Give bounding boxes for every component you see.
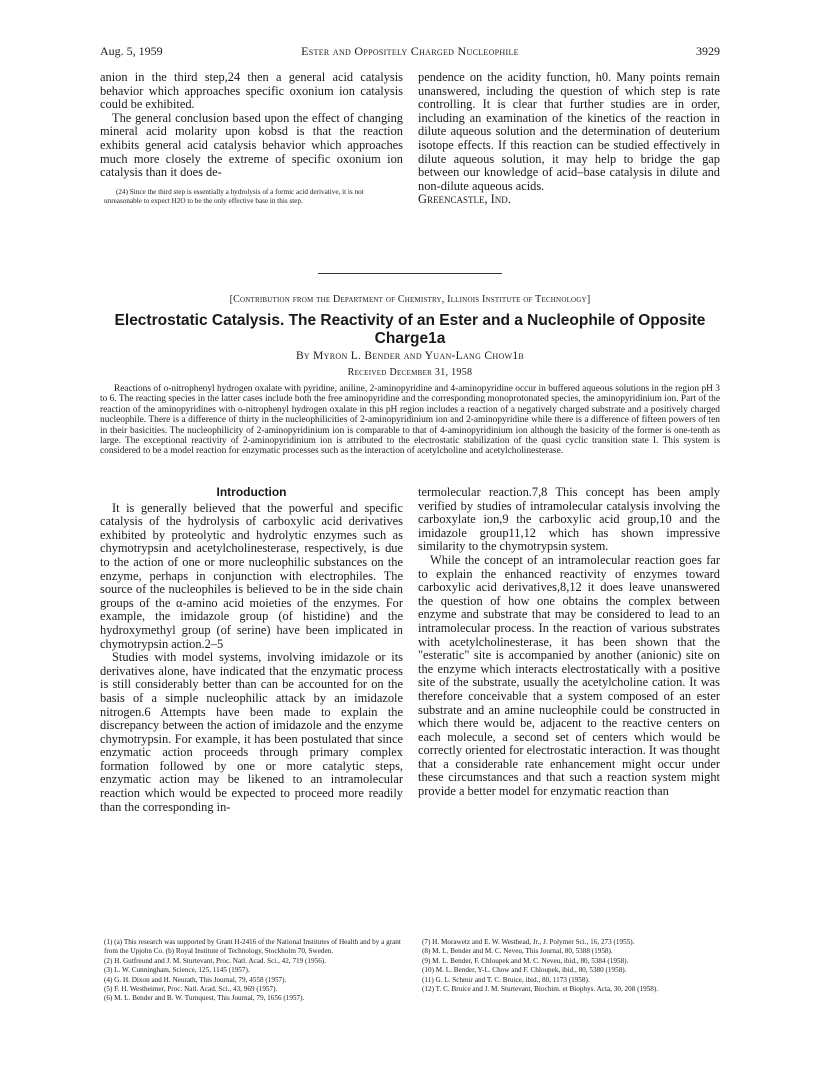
footnote: (8) M. L. Bender and M. C. Neveu, This Journal, 80, 5388 (1958). xyxy=(422,947,613,956)
footnote: (1) (a) This research was supported by Grant H-2416 of the National Institutes of Health and by a grant from the Upjohn Co. (b) Royal Institute of Technology, Stockholm 70, Sweden. xyxy=(104,938,401,956)
footnote: (5) F. H. Westheimer, Proc. Natl. Acad. Sci., 43, 969 (1957). xyxy=(104,985,278,994)
paragraph: While the concept of an intramolecular reaction goes far to explain the enhanced reactivity of enzymes toward carboxylic acid derivatives,8,12 it does leave unanswered the question of how one obtains the complex between enzyme and substrate that may be considered to lead to an intramolecular process. In the reaction of various substrates with acetylcholinesterase, it has been shown that the "esteratic" site is accompanied by another (anionic) site on the enzyme which interacts electrostatically with a positive site of the substrate, usually the acetylcholine cation. It was therefore conceivable that a system composed of an ester substrate and an amine nucleophile could be constructed in which there would be, adjacent to the reactive centers on each molecule, a second set of centers which would be correctly oriented for electrostatic interaction. It was thought that a considerable rate enhancement might occur under these circumstances and that such a reaction system might provide a better model for enzymatic reaction than xyxy=(418,552,720,799)
left-footnotes xyxy=(100,938,403,1004)
footnote: (24) Since the third step is essentially a hydrolysis of a formic acid derivative, it is not unreasonable to expect H2O to be the only effective base in this step. xyxy=(104,187,364,206)
footnote: (2) H. Gutfreund and J. M. Sturtevant, Proc. Natl. Acad. Sci., 42, 719 (1956). xyxy=(104,956,326,965)
received-date: Received December 31, 1958 xyxy=(347,367,473,378)
footnote: (4) G. H. Dixon and H. Neurath, This Journal, 79, 4558 (1957). xyxy=(104,975,287,984)
paragraph: anion in the third step,24 then a general acid catalysis behavior which approaches specific oxonium ion catalysis could be exhibited. xyxy=(100,70,403,112)
footnote: (6) M. L. Bender and B. W. Turnquest, This Journal, 79, 1656 (1957). xyxy=(104,994,305,1003)
footnote: (11) G. L. Schmir and T. C. Bruice, ibid., 80, 1173 (1958). xyxy=(422,975,590,984)
separator-rule xyxy=(318,273,502,274)
paragraph: termolecular reaction.7,8 This concept has been amply verified by studies of intramolecular catalysis involving the carboxylate ion,9 the carboxylic acid group,10 and the imidazole group11,12 which has shown impressive similarity to the chymotrypsin system. xyxy=(418,485,720,554)
abstract: Reactions of o-nitrophenyl hydrogen oxalate with pyridine, aniline, 2-aminopyridine and 4-aminopyridine occur in buffered aqueous solutions in the region pH 3 to 6. The reacting species in the latter cases include both the free aminopyridine and the corresponding monoprotonated species, the aminopyridinium ion. Part of the reaction of the aminopyridines with o-nitrophenyl hydrogen oxalate in this pH region includes a reaction of a negatively charged substrate and a positively charged nucleophile. There is a difference of thirty in the nucleophilicities of 2-aminopyridinium ion and 2-aminopyridine while there is a difference of fifteen powers of ten in their basicities. The nucleophilicity of 2-aminopyridinium ion is comparable to that of 4-aminopyridinium ion although the basicity of the former is one-tenth as large. The exceptional reactivity of 2-aminopyridinium ion is attributed to the electrostatic stabilization of the quasi cyclic transition state I. This system is considered to be a model reaction for enzymatic processes such as the interaction of acetylcholine and acetylcholinesterase. xyxy=(100,384,720,457)
footnote: (12) T. C. Bruice and J. M. Sturtevant, Biochim. et Biophys. Acta, 30, 208 (1958). xyxy=(422,985,659,994)
footnote-24 xyxy=(100,188,403,207)
right-footnotes xyxy=(418,938,720,994)
affiliation: [Contribution from the Department of Chemistry, Illinois Institute of Technology] xyxy=(229,294,591,305)
article-title: Electrostatic Catalysis. The Reactivity of an Ester and a Nucleophile of Opposite Charge1a xyxy=(114,312,706,347)
paragraph: Studies with model systems, involving imidazole or its derivatives alone, have indicated that the enzymatic process is still considerably better than can be accounted for on the basis of a simple nucleophilic attack by an imidazole nitrogen.6 Attempts have been made to explain the discrepancy between the action of imidazole and the enzyme chymotrypsin. For example, it has been postulated that since enzymatic action proceeds through primary complex formation followed by one or more catalytic steps, enzymatic action may be likened to an intramolecular reaction which would be expected to proceed more readily than the corresponding in- xyxy=(100,650,403,814)
paragraph: It is generally believed that the powerful and specific catalysis of the hydrolysis of carboxylic acid derivatives exhibited by proteolytic and hydrolytic enzymes such as chymotrypsin and acetylcholinesterase, respectively, is due to the action of one or more nucleophilic substances on the enzyme, perhaps in conjunction with electrophiles. The source of the nucleophiles is believed to be in the side chain groups of the α-amino acid moieties of the enzymes. For example, the imidazole group (of histidine) and the hydroxymethyl group (of serine) have been implicated in chymotrypsin action.2–5 xyxy=(100,500,403,651)
paragraph: pendence on the acidity function, h0. Many points remain unanswered, including the question of which step is rate controlling. It is clear that further studies are in order, including an examination of the kinetics of the reaction in dilute aqueous solution and the determination of deuterium isotope effects. If this reaction can be studied effectively in dilute aqueous solution, it may help to bridge the gap between our knowledge of acid–base catalysis in dilute and non-dilute aqueous acids. xyxy=(418,70,720,193)
footnote: (9) M. L. Bender, F. Chloupek and M. C. Neveu, ibid., 80, 5384 (1958). xyxy=(422,956,629,965)
top-left-column xyxy=(100,71,403,207)
left-body-column xyxy=(100,486,403,814)
footnote: (10) M. L. Bender, Y-L. Chow and F. Chloupek, ibid., 80, 5380 (1958). xyxy=(422,966,627,975)
footnote: (3) L. W. Cunningham, Science, 125, 1145 (1957). xyxy=(104,966,250,975)
right-body-column xyxy=(418,486,720,799)
issue-date: Aug. 5, 1959 xyxy=(100,44,163,58)
authors: By Myron L. Bender and Yuan-Lang Chow1b xyxy=(295,350,525,362)
section-heading: Introduction xyxy=(216,485,287,499)
footnote: (7) H. Morawetz and E. W. Westhead, Jr., J. Polymer Sci., 16, 273 (1955). xyxy=(422,938,635,946)
running-header xyxy=(100,44,720,60)
paragraph: The general conclusion based upon the effect of changing mineral acid molarity upon kobsd is that the reaction exhibits general acid catalysis behavior which approaches much more closely the extreme of specific oxonium ion catalysis than it does de- xyxy=(100,110,403,180)
top-right-column xyxy=(418,71,720,207)
location: Greencastle, Ind. xyxy=(418,192,511,207)
page-number: 3929 xyxy=(696,44,720,58)
running-title: Ester and Oppositely Charged Nucleophile xyxy=(301,44,519,58)
